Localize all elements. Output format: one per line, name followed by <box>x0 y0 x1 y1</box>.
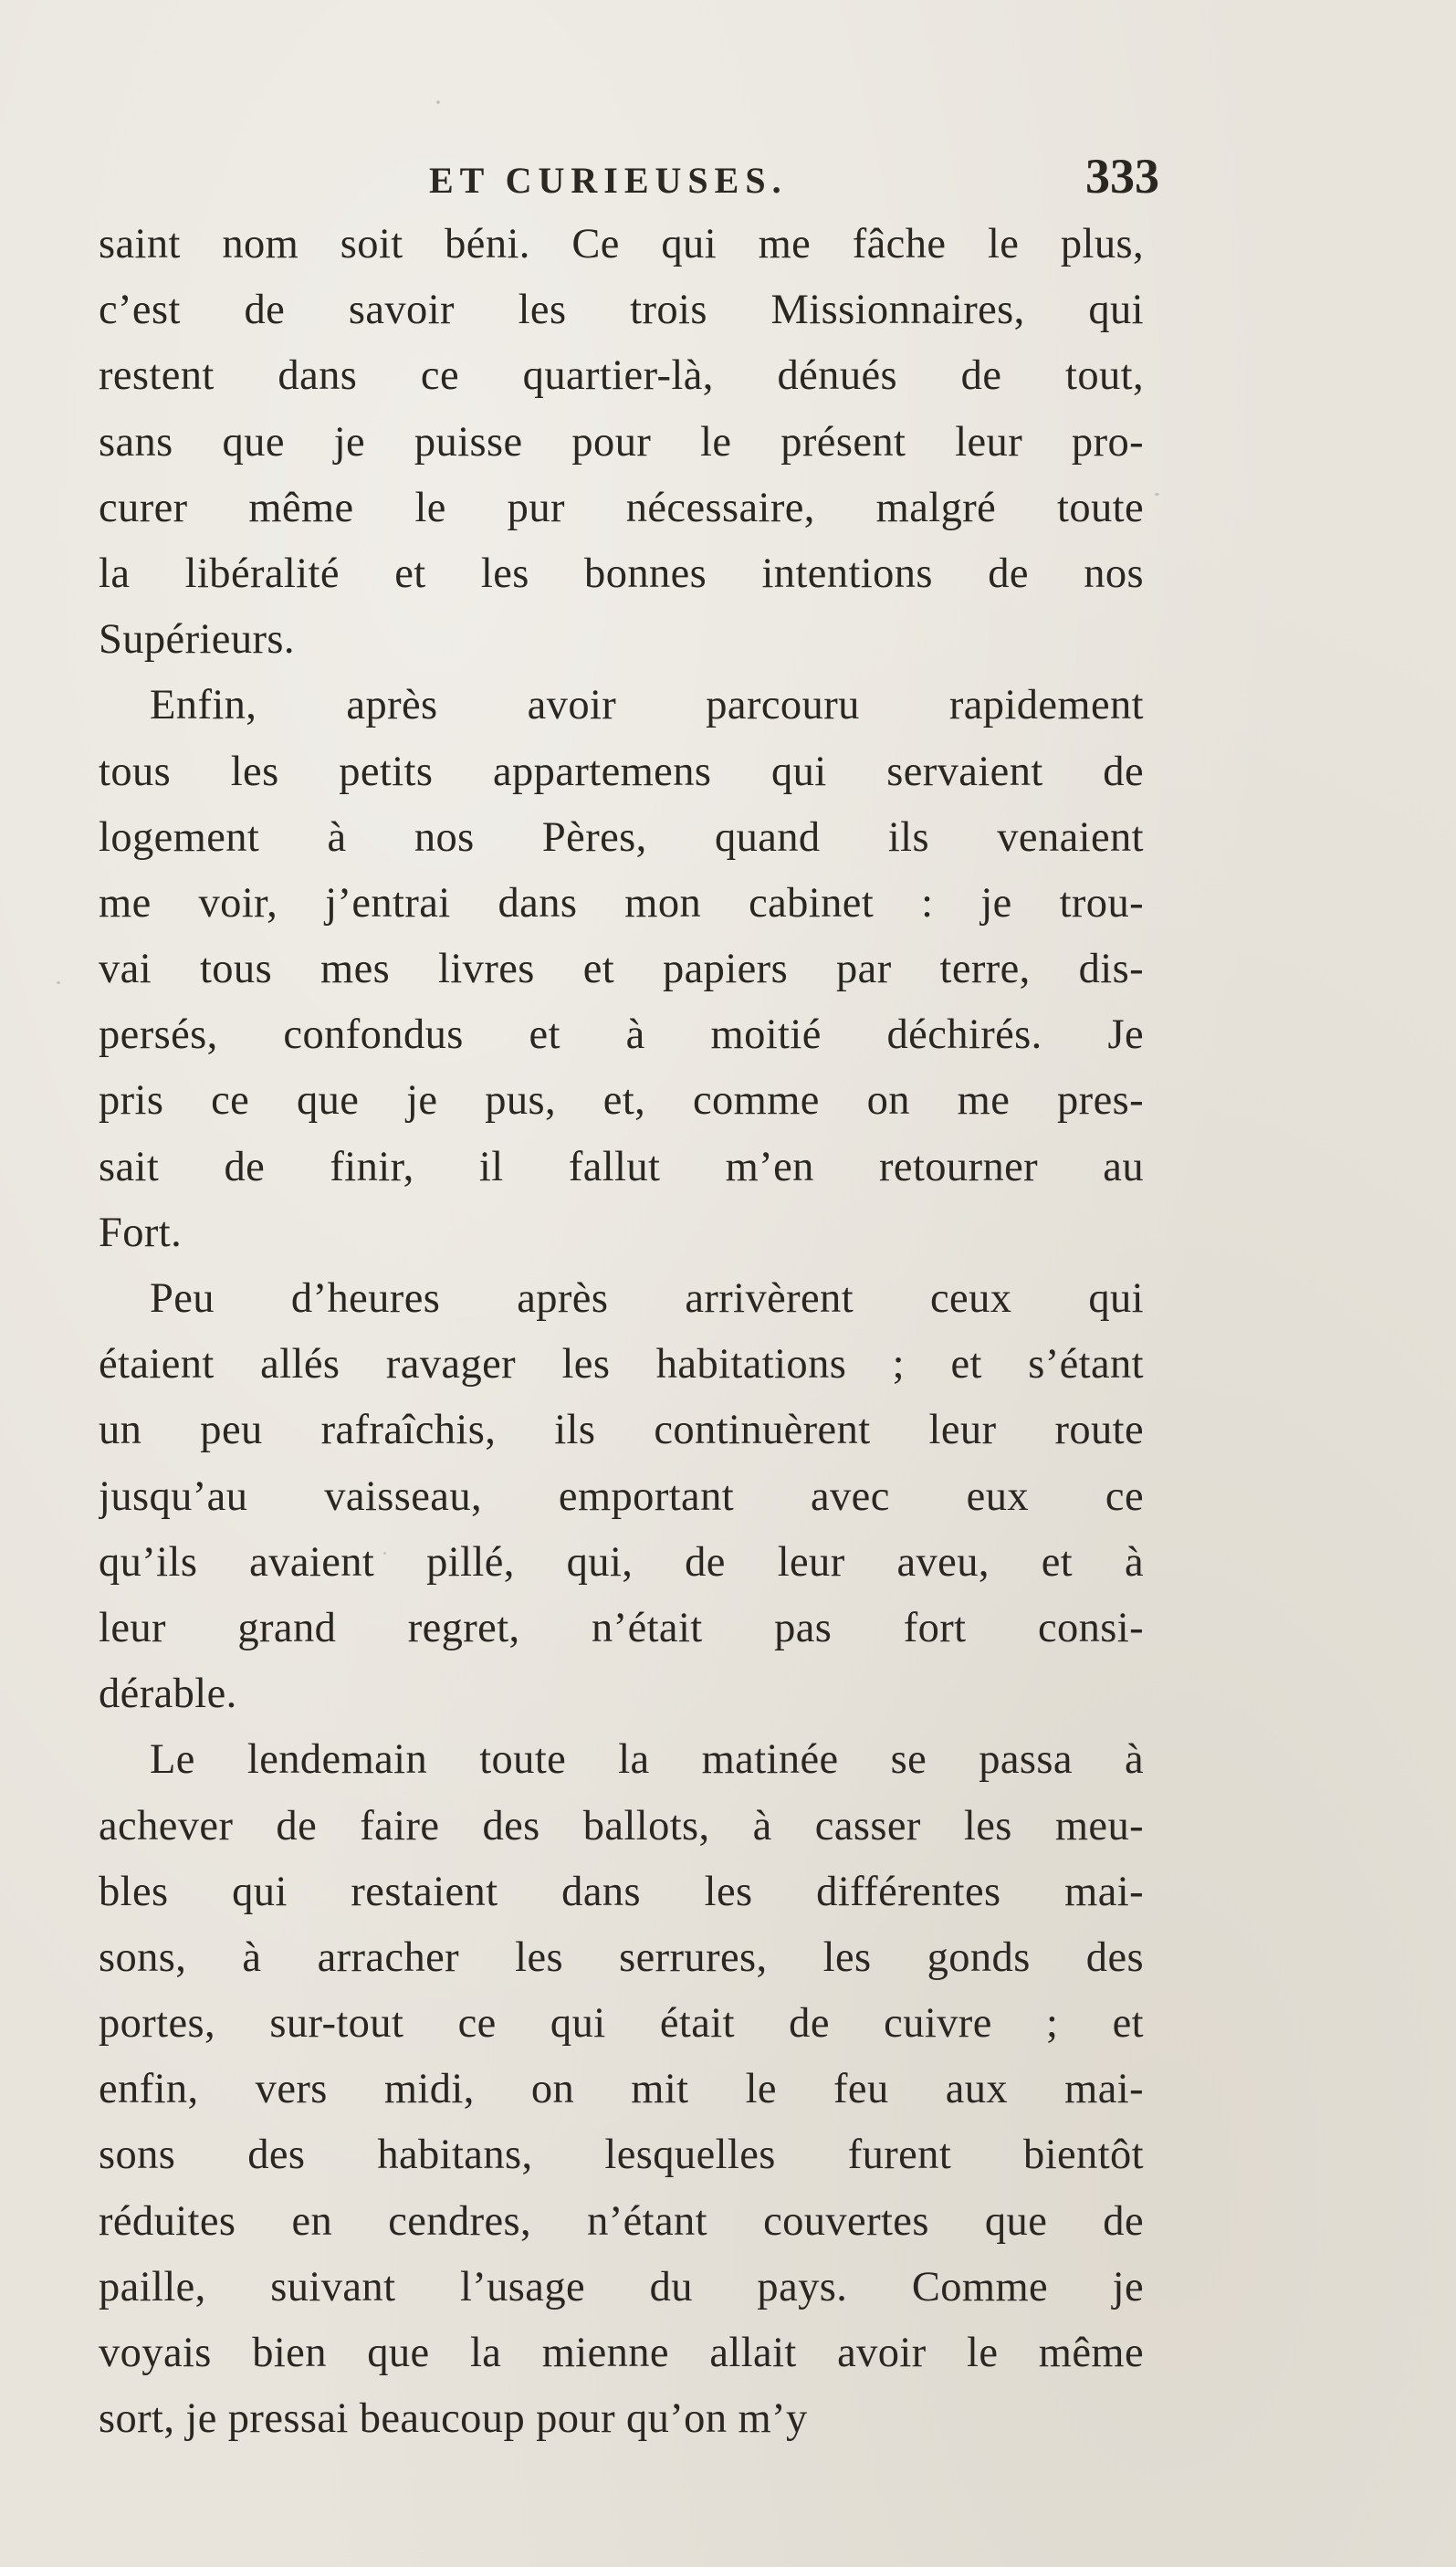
text-line: curer même le pur nécessaire, malgré toute <box>99 484 1144 531</box>
text-line: jusqu’au vaisseau, emportant avec eux ce <box>99 1472 1144 1520</box>
text-line: bles qui restaient dans les différentes mai- <box>99 1868 1144 1915</box>
page-number: 333 <box>1085 149 1159 204</box>
text-line: paille, suivant l’usage du pays. Comme je <box>99 2263 1144 2310</box>
body-text <box>99 212 1144 2452</box>
text-line: dérable. <box>99 1671 237 1718</box>
text-line: voyais bien que la mienne allait avoir le même <box>99 2330 1144 2376</box>
text-line: enfin, vers midi, on mit le feu aux mai- <box>99 2066 1144 2113</box>
text-line: vai tous mes livres et papiers par terre, dis- <box>99 946 1144 993</box>
paper-speck <box>383 1552 386 1555</box>
text-line: sons des habitans, lesquelles furent bientôt <box>99 2132 1144 2179</box>
text-line: portes, sur-tout ce qui était de cuivre ; et <box>99 2000 1144 2048</box>
running-title: ET CURIEUSES. <box>429 160 788 201</box>
text-line: réduites en cendres, n’étant couvertes que de <box>99 2197 1144 2245</box>
text-line: achever de faire des ballots, à casser les meu- <box>99 1802 1144 1849</box>
text-line: Peu d’heures après arrivèrent ceux qui <box>150 1275 1144 1322</box>
paper-speck <box>1155 493 1159 496</box>
text-line: la libéralité et les bonnes intentions de nos <box>99 550 1144 597</box>
text-line: me voir, j’entrai dans mon cabinet : je trou- <box>99 879 1144 927</box>
text-line: persés, confondus et à moitié déchirés. Je <box>99 1011 1144 1059</box>
text-line: sans que je puisse pour le présent leur pro- <box>99 418 1144 466</box>
paper-speck <box>57 981 60 984</box>
text-line: Le lendemain toute la matinée se passa à <box>150 1736 1144 1784</box>
text-line: un peu rafraîchis, ils continuèrent leur route <box>99 1407 1144 1454</box>
text-line: restent dans ce quartier-là, dénués de tout, <box>99 352 1144 400</box>
text-line: Supérieurs. <box>99 616 295 664</box>
text-line: tous les petits appartemens qui servaient de <box>99 748 1144 795</box>
text-line: c’est de savoir les trois Missionnaires, qui <box>99 287 1144 334</box>
text-line: Fort. <box>99 1209 183 1256</box>
text-line: sons, à arracher les serrures, les gonds des <box>99 1933 1144 1981</box>
paper-speck <box>436 100 440 104</box>
text-line: saint nom soit béni. Ce qui me fâche le plus, <box>99 221 1144 267</box>
running-head <box>429 149 1159 217</box>
text-line: pris ce que je pus, et, comme on me pres- <box>99 1077 1144 1125</box>
text-line: Enfin, après avoir parcouru rapidement <box>150 682 1144 729</box>
text-line: qu’ils avaient pillé, qui, de leur aveu, et à <box>99 1538 1144 1586</box>
text-line: leur grand regret, n’était pas fort consi- <box>99 1604 1144 1651</box>
text-line: logement à nos Pères, quand ils venaient <box>99 813 1144 861</box>
text-line: sort, je pressai beaucoup pour qu’on m’y <box>99 2395 808 2443</box>
text-line: sait de finir, il fallut m’en retourner au <box>99 1143 1144 1190</box>
text-line: étaient allés ravager les habitations ; et s’étant <box>99 1341 1144 1388</box>
